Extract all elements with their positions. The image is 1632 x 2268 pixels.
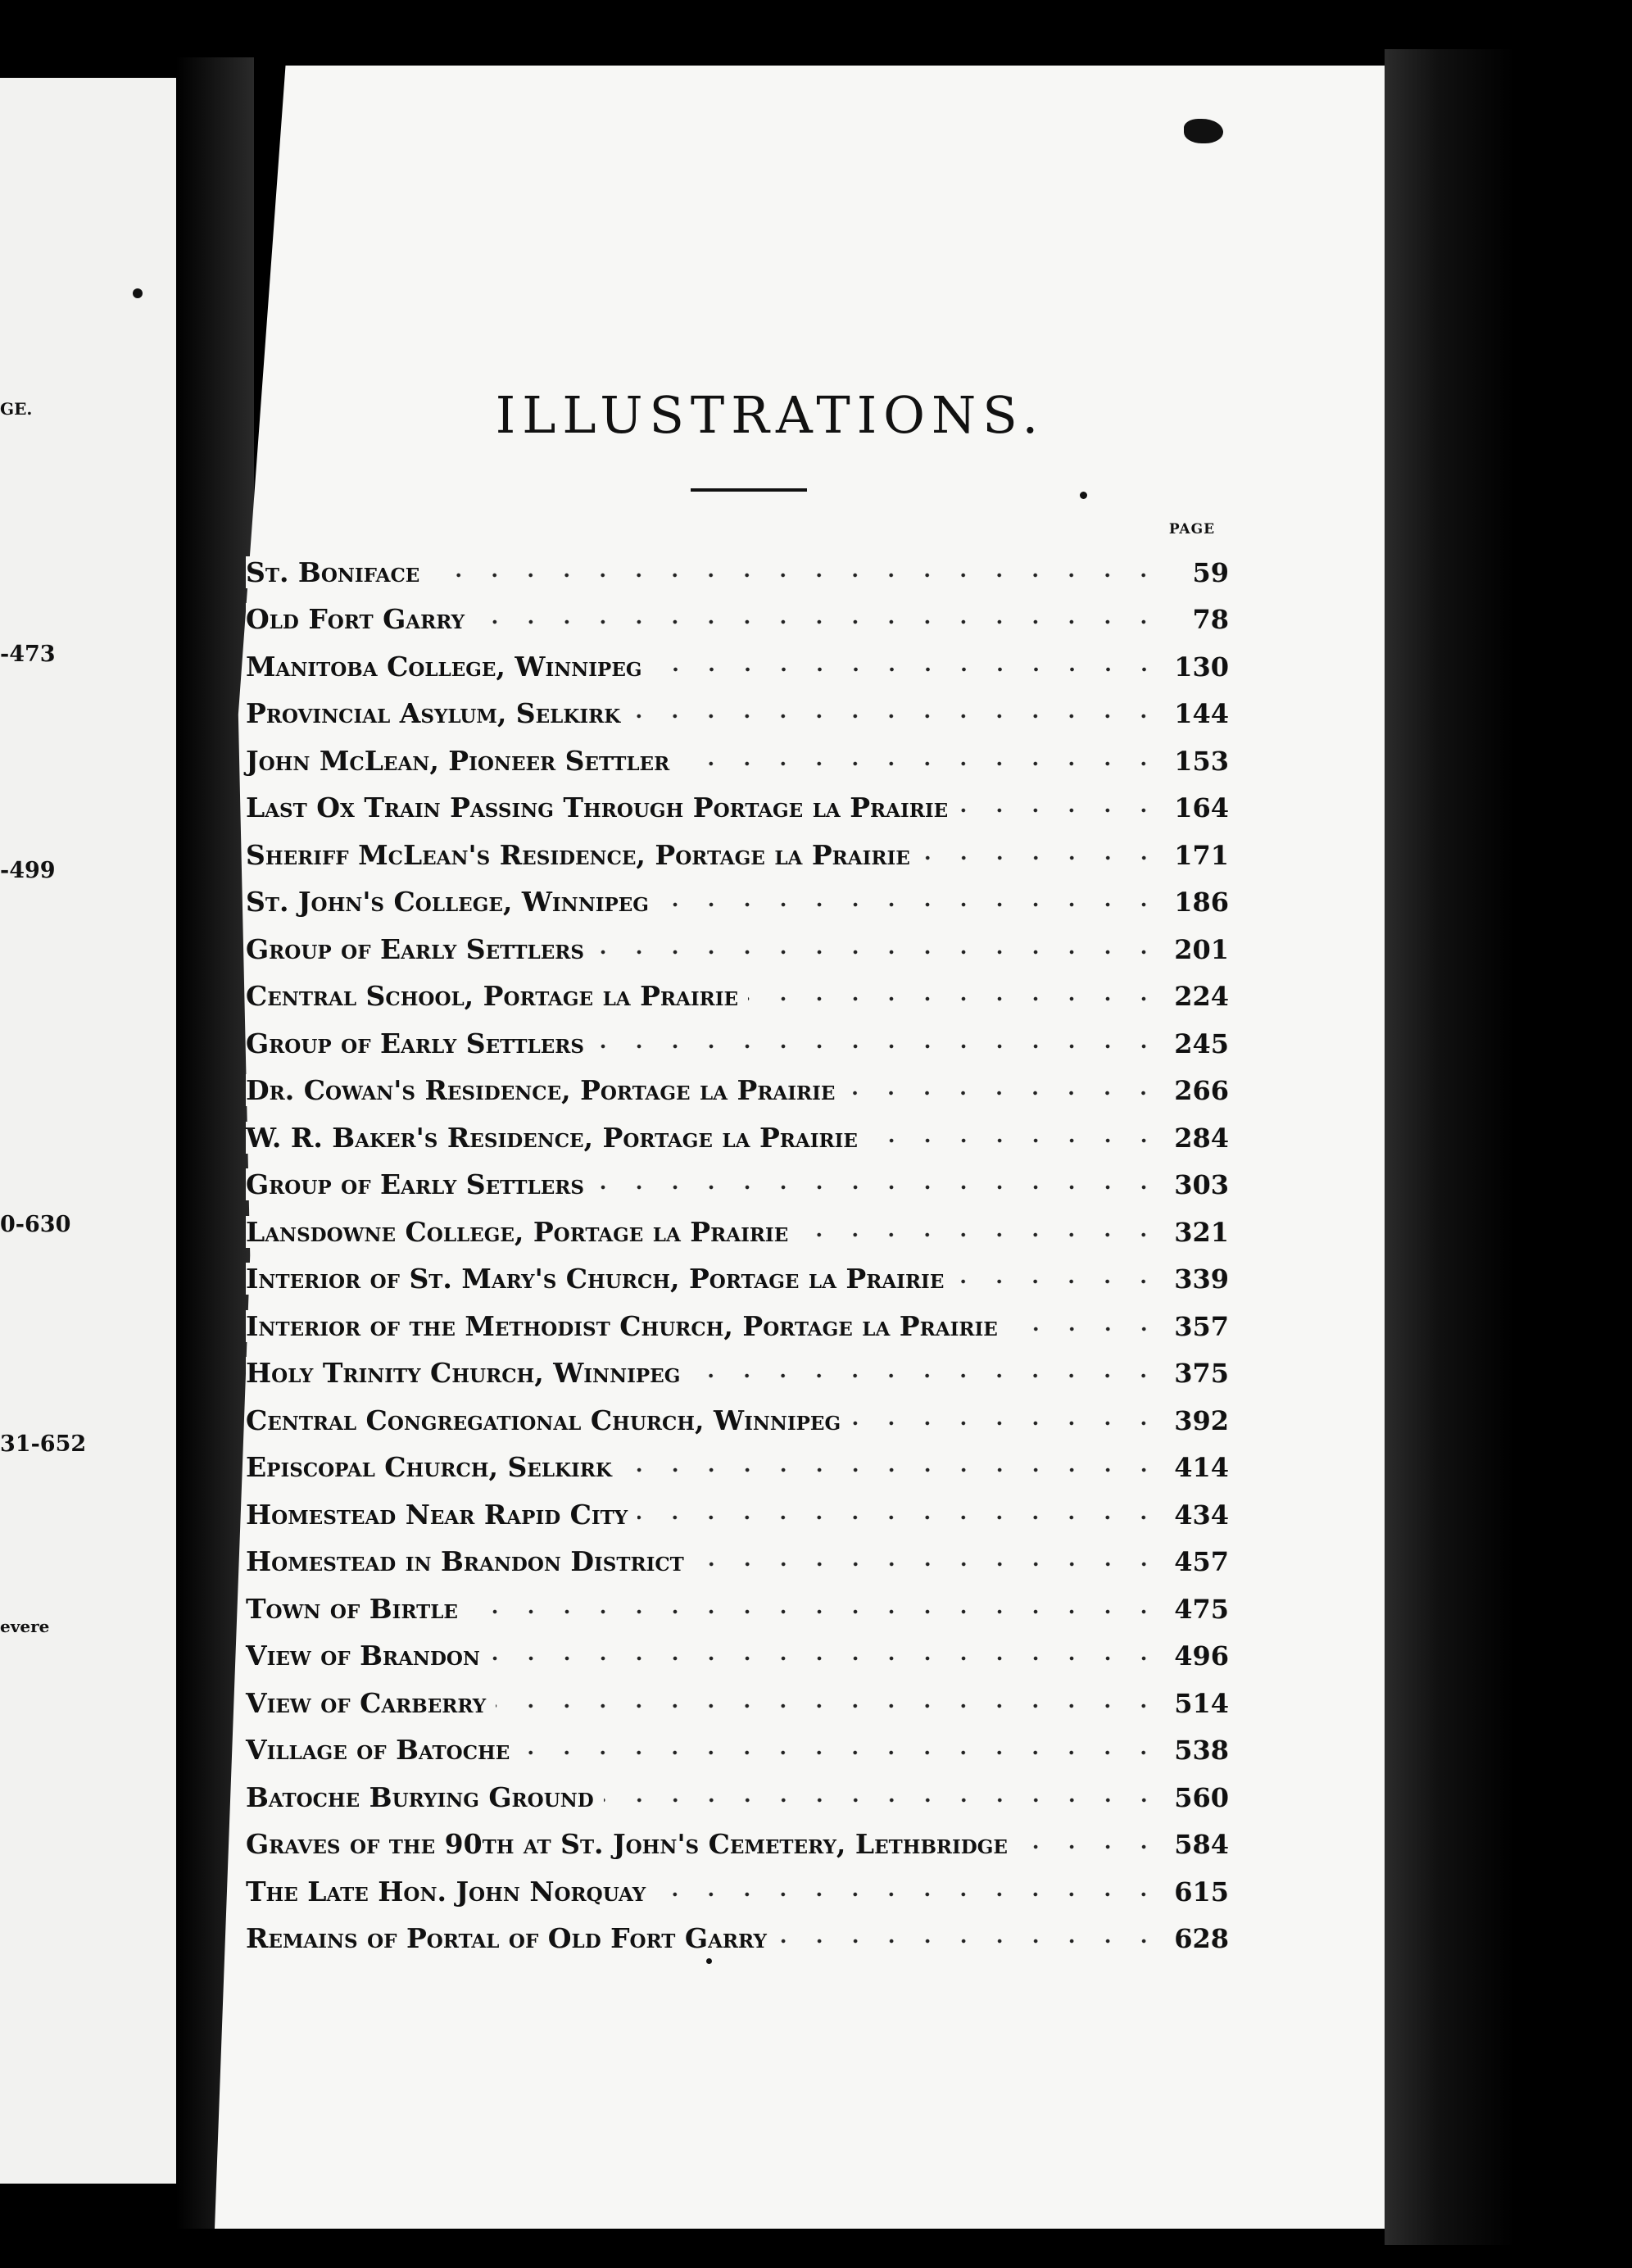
illustration-title: St. John's College, Winnipeg <box>246 886 659 918</box>
dot-leader <box>652 664 1163 675</box>
dot-leader <box>1008 1323 1162 1335</box>
illustration-title: The Late Hon. John Norquay <box>246 1876 655 1907</box>
list-item <box>246 1295 1229 1342</box>
list-item <box>246 1342 1229 1390</box>
list-item <box>246 1389 1229 1436</box>
illustration-title: Sheriff McLean's Residence, Portage la Prairie <box>246 839 920 871</box>
illustration-title: Holy Trinity Church, Winnipeg <box>246 1357 690 1389</box>
dot-leader <box>490 1653 1162 1664</box>
list-item <box>246 777 1229 824</box>
list-item <box>246 871 1229 919</box>
illustration-title: Old Fort Garry <box>246 603 474 635</box>
dot-leader <box>630 710 1162 722</box>
dot-leader <box>429 569 1162 581</box>
page-number: 560 <box>1162 1782 1229 1813</box>
scan-speck <box>1080 492 1087 499</box>
page-number: 266 <box>1162 1075 1229 1106</box>
illustration-title: Remains of Portal of Old Fort Garry <box>246 1922 777 1954</box>
facing-page-fragment: -473 <box>0 642 56 667</box>
page-number: 164 <box>1162 792 1229 823</box>
illustration-title: St. Boniface <box>246 556 429 588</box>
list-item <box>246 1106 1229 1154</box>
dot-leader <box>679 758 1162 769</box>
ink-blot <box>1184 119 1223 143</box>
dot-leader <box>659 899 1162 910</box>
illustration-title: View of Brandon <box>246 1640 490 1672</box>
list-item <box>246 1483 1229 1531</box>
illustration-title: Graves of the 90th at St. John's Cemetery, Lethbridge <box>246 1828 1018 1860</box>
illustration-title: Dr. Cowan's Residence, Portage la Prairie <box>246 1074 845 1106</box>
page-number: 339 <box>1162 1263 1229 1295</box>
dot-leader <box>622 1464 1162 1476</box>
list-item <box>246 1531 1229 1578</box>
illustrations-list <box>246 541 1229 1954</box>
list-item <box>246 1860 1229 1907</box>
page-number: 375 <box>1162 1358 1229 1389</box>
page-number: 457 <box>1162 1546 1229 1577</box>
list-item <box>246 541 1229 588</box>
list-item <box>246 1672 1229 1719</box>
page-number: 59 <box>1162 557 1229 588</box>
dot-leader <box>798 1229 1162 1241</box>
list-item <box>246 965 1229 1013</box>
page-number: 414 <box>1162 1452 1229 1483</box>
list-item <box>246 823 1229 871</box>
page-number: 475 <box>1162 1594 1229 1625</box>
list-item <box>246 1766 1229 1813</box>
page-number: 628 <box>1162 1923 1229 1954</box>
dot-leader <box>694 1558 1162 1570</box>
illustration-title: Homestead in Brandon District <box>246 1545 694 1577</box>
page-title: ILLUSTRATIONS. <box>495 385 1045 445</box>
list-item <box>246 1200 1229 1248</box>
facing-page <box>0 78 176 2184</box>
illustration-title: Homestead Near Rapid City <box>246 1499 637 1531</box>
title-rule <box>691 488 807 492</box>
illustration-title: Provincial Asylum, Selkirk <box>246 697 630 729</box>
list-item <box>246 1577 1229 1625</box>
list-item <box>246 635 1229 683</box>
illustration-title: Central School, Portage la Prairie <box>246 980 748 1012</box>
scan-speck <box>133 288 143 298</box>
illustration-title: John McLean, Pioneer Settler <box>246 745 679 777</box>
illustration-title: Group of Early Settlers <box>246 933 594 965</box>
page-number: 357 <box>1162 1311 1229 1342</box>
list-item <box>246 1436 1229 1484</box>
dot-leader <box>496 1700 1162 1712</box>
page-number: 496 <box>1162 1640 1229 1672</box>
dot-leader <box>594 1182 1162 1193</box>
page-number: 186 <box>1162 887 1229 918</box>
dot-leader <box>637 1512 1162 1523</box>
illustration-title: Group of Early Settlers <box>246 1027 594 1059</box>
list-item <box>246 729 1229 777</box>
facing-page-fragment: 31-652 <box>0 1431 87 1457</box>
illustration-title: Town of Birtle <box>246 1593 468 1625</box>
facing-page-fragment: 0-630 <box>0 1212 71 1237</box>
page-number: 392 <box>1162 1405 1229 1436</box>
dot-leader <box>748 993 1162 1005</box>
illustration-title: Episcopal Church, Selkirk <box>246 1451 622 1483</box>
dot-leader <box>474 616 1162 628</box>
page-number: 153 <box>1162 746 1229 777</box>
dot-leader <box>594 1041 1162 1052</box>
dot-leader <box>1018 1841 1162 1853</box>
dot-leader <box>777 1935 1162 1947</box>
list-item <box>246 1154 1229 1201</box>
list-item <box>246 1625 1229 1672</box>
dot-leader <box>519 1747 1162 1758</box>
dot-leader <box>845 1087 1162 1099</box>
dot-leader <box>954 1276 1162 1287</box>
list-item <box>246 1012 1229 1059</box>
scan-speck <box>706 1958 712 1964</box>
page-column-label: PAGE <box>1168 521 1216 538</box>
book-page-edge <box>1385 49 1516 2245</box>
page-number: 224 <box>1162 981 1229 1012</box>
page-number: 514 <box>1162 1688 1229 1719</box>
list-item <box>246 1907 1229 1955</box>
illustration-title: W. R. Baker's Residence, Portage la Prairie <box>246 1122 868 1154</box>
facing-page-fragment: GE. <box>0 399 33 419</box>
illustration-title: Last Ox Train Passing Through Portage la Prairie <box>246 792 958 823</box>
page-number: 144 <box>1162 698 1229 729</box>
list-item <box>246 1248 1229 1295</box>
page-number: 201 <box>1162 934 1229 965</box>
illustration-title: Batoche Burying Ground <box>246 1781 604 1813</box>
list-item <box>246 588 1229 636</box>
illustration-title: Village of Batoche <box>246 1734 519 1766</box>
dot-leader <box>690 1370 1162 1381</box>
list-item <box>246 1719 1229 1767</box>
facing-page-fragment: -499 <box>0 858 56 883</box>
list-item <box>246 918 1229 965</box>
dot-leader <box>604 1794 1162 1806</box>
dot-leader <box>920 852 1162 864</box>
dot-leader <box>868 1135 1162 1146</box>
illustration-title: Interior of St. Mary's Church, Portage la Prairie <box>246 1263 954 1295</box>
illustration-title: Manitoba College, Winnipeg <box>246 651 652 683</box>
page-number: 78 <box>1162 604 1229 635</box>
page-number: 434 <box>1162 1499 1229 1531</box>
page-number: 130 <box>1162 651 1229 683</box>
facing-page-fragment: evere <box>0 1617 50 1636</box>
dot-leader <box>850 1418 1162 1429</box>
illustration-title: Central Congregational Church, Winnipeg <box>246 1404 850 1436</box>
page-number: 584 <box>1162 1829 1229 1860</box>
illustration-title: Group of Early Settlers <box>246 1168 594 1200</box>
page-number: 171 <box>1162 840 1229 871</box>
page-number: 538 <box>1162 1735 1229 1766</box>
page-number: 303 <box>1162 1169 1229 1200</box>
dot-leader <box>655 1889 1162 1900</box>
page-number: 615 <box>1162 1876 1229 1907</box>
page-number: 284 <box>1162 1123 1229 1154</box>
illustration-title: Lansdowne College, Portage la Prairie <box>246 1216 798 1248</box>
page-number: 321 <box>1162 1217 1229 1248</box>
dot-leader <box>958 805 1162 816</box>
list-item <box>246 683 1229 730</box>
dot-leader <box>594 946 1162 958</box>
illustration-title: Interior of the Methodist Church, Portage la Prairie <box>246 1310 1008 1342</box>
list-item <box>246 1813 1229 1861</box>
list-item <box>246 1059 1229 1107</box>
page-number: 245 <box>1162 1028 1229 1059</box>
illustration-title: View of Carberry <box>246 1687 496 1719</box>
dot-leader <box>468 1606 1162 1617</box>
